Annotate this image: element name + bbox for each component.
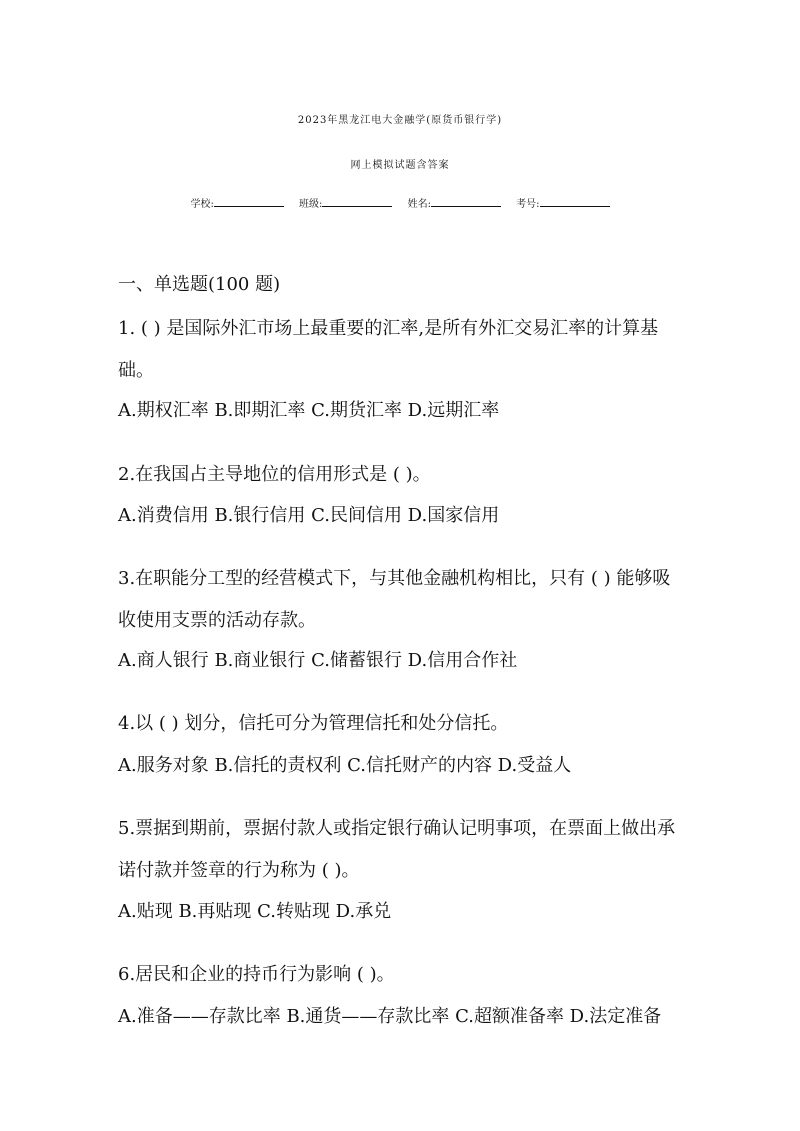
- question-2-stem-line-1: 2.在我国占主导地位的信用形式是 ( )。: [118, 464, 431, 485]
- question-3-stem-line-2: 收使用支票的活动存款。: [118, 610, 316, 631]
- exam-number-blank: [540, 188, 610, 207]
- question-1-options: A.期权汇率 B.即期汇率 C.期货汇率 D.远期汇率: [118, 400, 500, 421]
- question-5-stem-line-1: 5.票据到期前，票据付款人或指定银行确认记明事项，在票面上做出承: [118, 818, 676, 839]
- question-1-stem-line-2: 础。: [118, 360, 154, 381]
- class-blank: [322, 188, 392, 207]
- section-heading: 一、单选题(100 题): [118, 274, 281, 295]
- class-label: 班级:: [299, 199, 323, 210]
- name-field: [408, 188, 501, 218]
- question-3-options: A.商人银行 B.商业银行 C.储蓄银行 D.信用合作社: [118, 650, 518, 671]
- exam-title-line-1: 2023年黑龙江电大金融学(原货币银行学): [297, 115, 503, 126]
- question-5-stem-line-2: 诺付款并签章的行为称为 ( )。: [118, 860, 360, 881]
- question-3-stem-line-1: 3.在职能分工型的经营模式下，与其他金融机构相比，只有 ( ) 能够吸: [118, 568, 671, 589]
- class-field: [299, 188, 392, 218]
- question-4-stem-line-1: 4.以 ( ) 划分，信托可分为管理信托和处分信托。: [118, 713, 509, 734]
- question-5-options: A.贴现 B.再贴现 C.转贴现 D.承兑: [118, 901, 392, 922]
- exam-title-line-2: 网上模拟试题含答案: [350, 160, 450, 171]
- school-blank: [214, 188, 284, 207]
- question-2-options: A.消费信用 B.银行信用 C.民间信用 D.国家信用: [118, 505, 500, 526]
- school-field: [190, 188, 283, 218]
- name-label: 姓名:: [407, 199, 431, 210]
- question-6-options: A.准备——存款比率 B.通货——存款比率 C.超额准备率 D.法定准备: [118, 1006, 662, 1027]
- exam-number-label: 考号:: [516, 199, 540, 210]
- question-1-stem-line-1: 1. ( ) 是国际外汇市场上最重要的汇率,是所有外汇交易汇率的计算基: [118, 318, 659, 339]
- student-info-row: [0, 188, 800, 218]
- name-blank: [431, 188, 501, 207]
- question-4-options: A.服务对象 B.信托的责权利 C.信托财产的内容 D.受益人: [118, 755, 572, 776]
- exam-number-field: [516, 188, 609, 218]
- school-label: 学校:: [190, 199, 214, 210]
- question-6-stem-line-1: 6.居民和企业的持币行为影响 ( )。: [118, 964, 395, 985]
